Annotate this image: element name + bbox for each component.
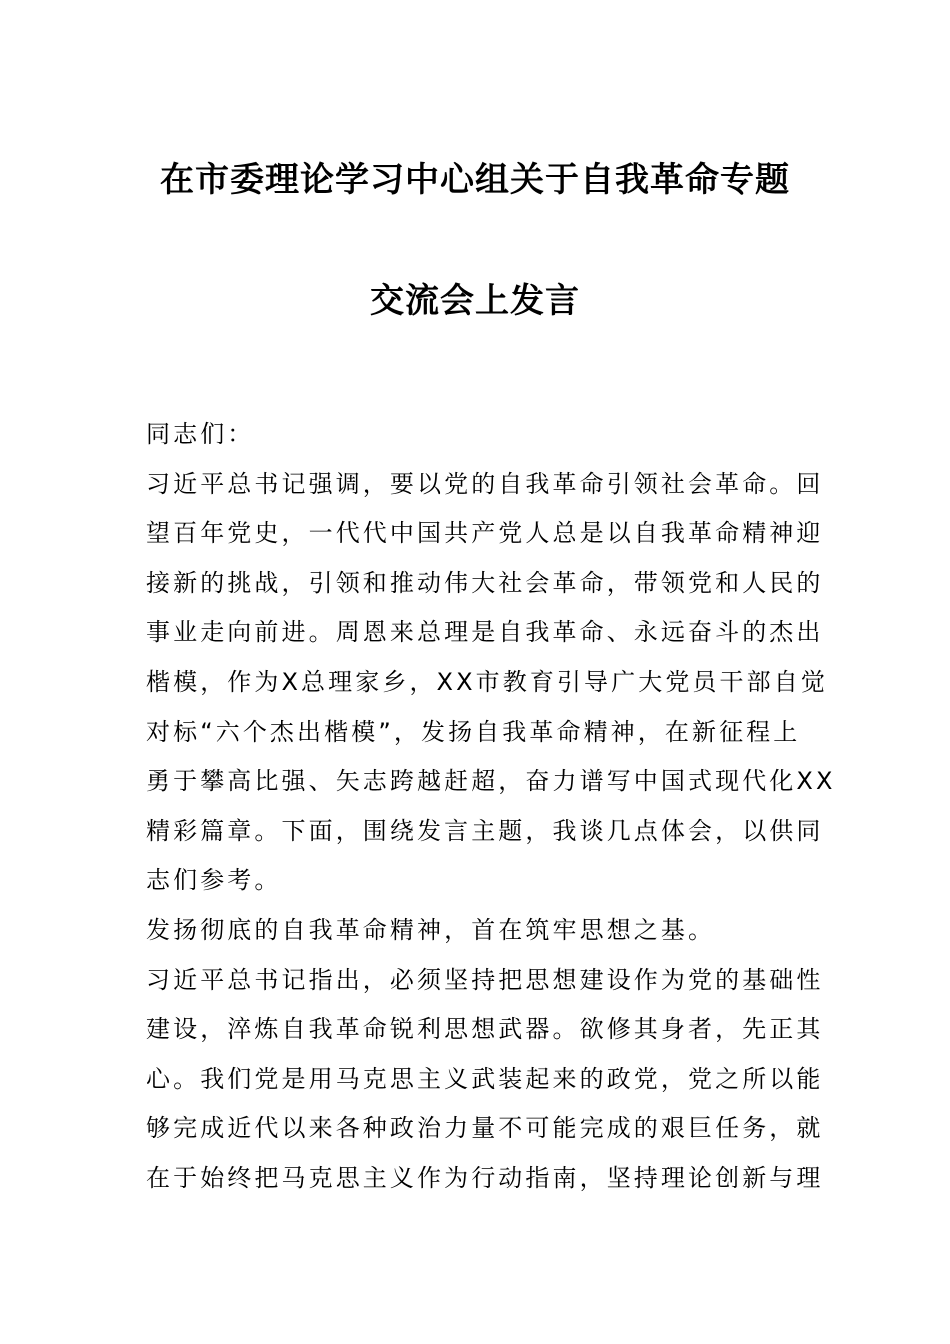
body-line: 习近平总书记强调，要以党的自我革命引领社会革命。回 [146, 469, 824, 498]
body-line: 勇于攀高比强、矢志跨越赶超，奋力谱写中国式现代化XX [146, 767, 836, 796]
body-line: 对标“六个杰出楷模”，发扬自我革命精神，在新征程上 [146, 717, 801, 746]
body-line: 心。我们党是用马克思主义武装起来的政党，党之所以能 [146, 1064, 824, 1093]
document-title-line-2: 交流会上发言 [370, 281, 580, 321]
body-line: 建设，淬炼自我革命锐利思想武器。欲修其身者，先正其 [146, 1015, 824, 1044]
document-body [146, 410, 836, 1204]
body-line: 楷模，作为X总理家乡，XX市教育引导广大党员干部自觉 [146, 667, 828, 696]
body-line: 够完成近代以来各种政治力量不可能完成的艰巨任务，就 [146, 1114, 824, 1143]
body-line: 接新的挑战，引领和推动伟大社会革命，带领党和人民的 [146, 568, 824, 597]
body-line: 志们参考。 [146, 866, 282, 895]
body-line-salutation: 同志们： [146, 420, 255, 448]
section-heading: 发扬彻底的自我革命精神，首在筑牢思想之基。 [146, 915, 716, 944]
body-line: 在于始终把马克思主义作为行动指南，坚持理论创新与理 [146, 1163, 824, 1192]
body-line: 精彩篇章。下面，围绕发言主题，我谈几点体会，以供同 [146, 816, 824, 845]
body-line: 习近平总书记指出，必须坚持把思想建设作为党的基础性 [146, 965, 824, 994]
body-line: 望百年党史，一代代中国共产党人总是以自我革命精神迎 [146, 519, 824, 548]
body-line: 事业走向前进。周恩来总理是自我革命、永远奋斗的杰出 [146, 618, 824, 647]
document-title-line-1: 在市委理论学习中心组关于自我革命专题 [160, 160, 790, 200]
